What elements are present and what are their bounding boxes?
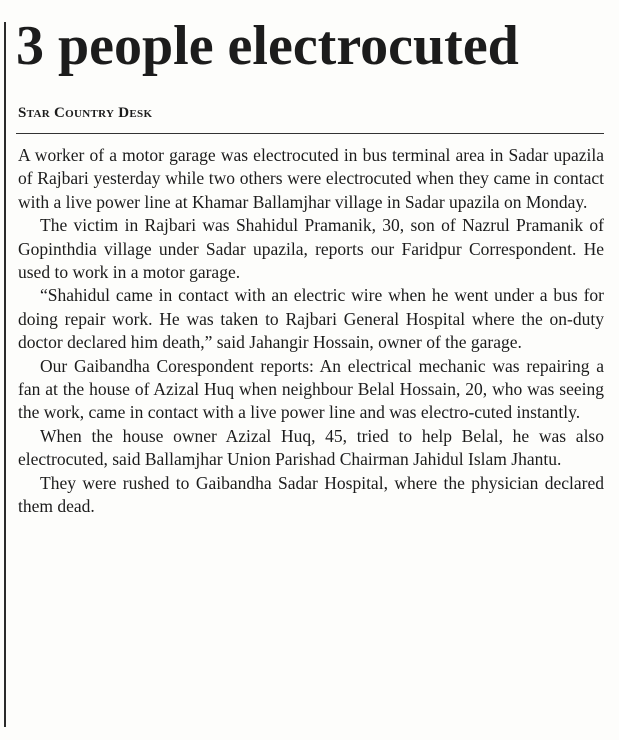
- byline: Star Country Desk: [18, 105, 153, 121]
- column-rule: [4, 22, 6, 727]
- paragraph-5: When the house owner Azizal Huq, 45, tried to help Belal, he was also electrocuted, said Ballamjhar Union Parishad Chairman Jahidul Islam Jhantu.: [18, 425, 604, 470]
- paragraph-2: The victim in Rajbari was Shahidul Pramanik, 30, son of Nazrul Pramanik of Gopinthdia village under Sadar upazila, reports our Faridpur Correspondent. He used to work in a motor garage.: [18, 215, 604, 283]
- byline-divider: [16, 133, 604, 134]
- article-body: [18, 144, 604, 519]
- headline: 3 people electrocuted: [16, 15, 519, 77]
- paragraph-1: A worker of a motor garage was electrocuted in bus terminal area in Sadar upazila of Rajbari yesterday while two others were electrocuted when they came in contact with a live power line at Khamar Ballamjhar village in Sadar upazila on Monday.: [18, 145, 604, 212]
- paragraph-6: They were rushed to Gaibandha Sadar Hospital, where the physician declared them dead.: [18, 472, 604, 517]
- paragraph-3: “Shahidul came in contact with an electric wire when he went under a bus for doing repair work. He was taken to Rajbari General Hospital where the on-duty doctor declared him death,” said Jahangir Hossain, owner of the garage.: [18, 285, 604, 353]
- paragraph-4: Our Gaibandha Corespondent reports: An electrical mechanic was repairing a fan at the house of Azizal Huq when neighbour Belal Hossain, 20, who was seeing the work, came in contact with a live power line and was electro-cuted instantly.: [18, 355, 604, 423]
